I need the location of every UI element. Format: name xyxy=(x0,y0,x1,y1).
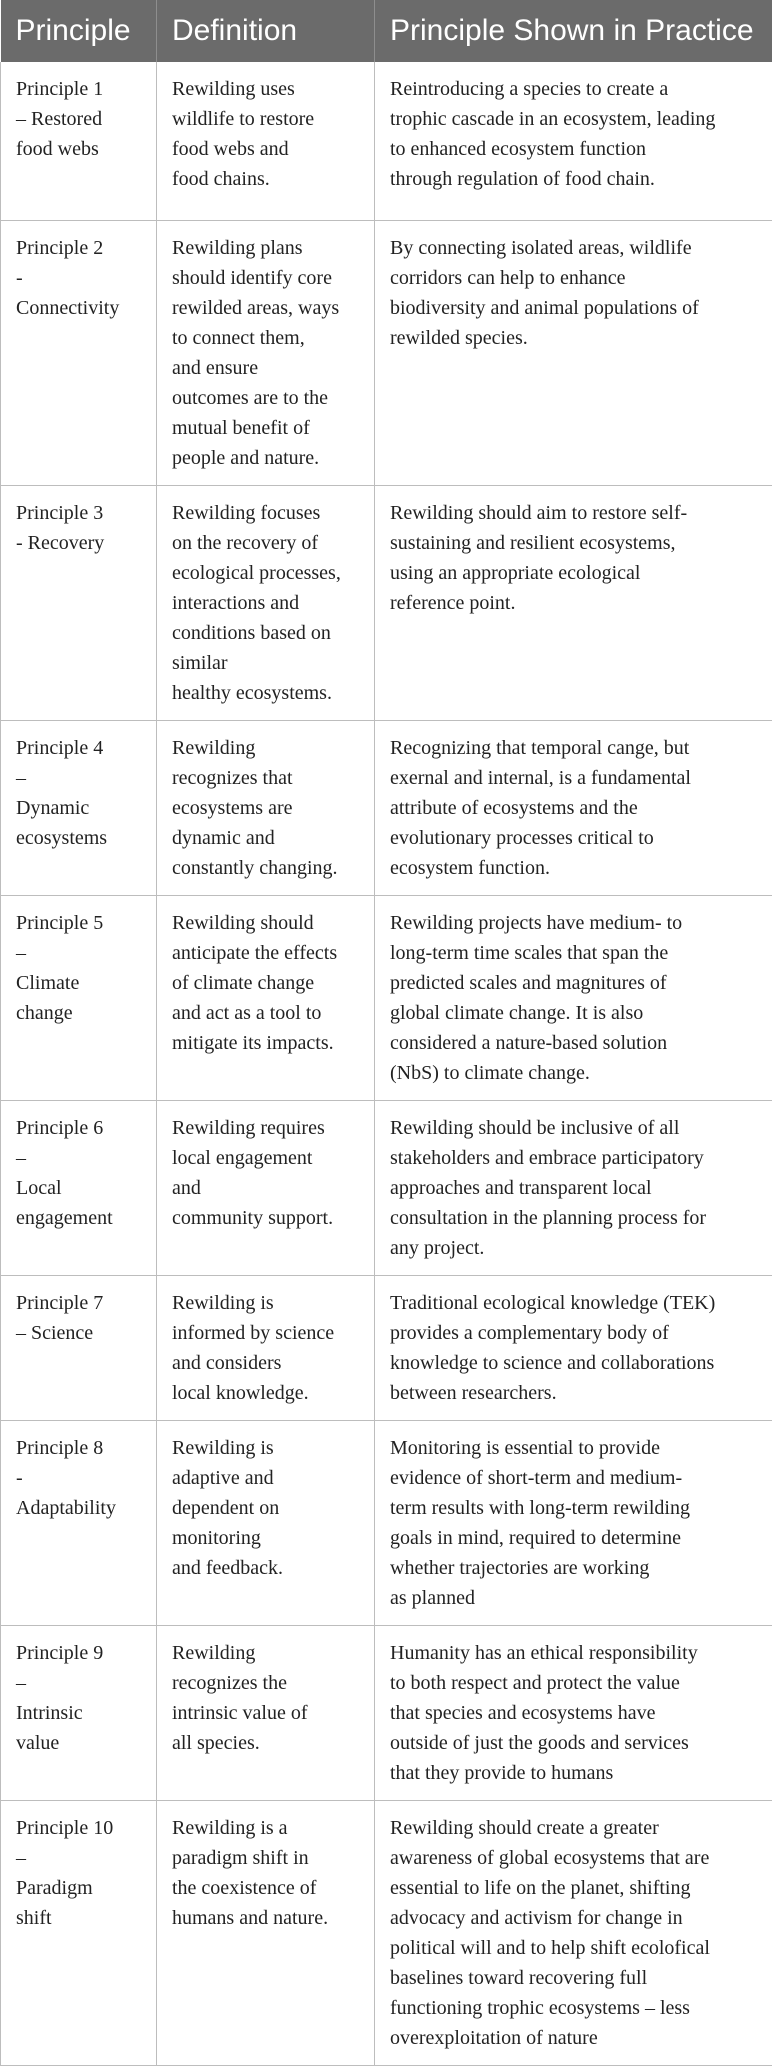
cell-principle: Principle 7 – Science xyxy=(1,1275,157,1420)
cell-definition: Rewilding requires local engagement and community support. xyxy=(157,1100,375,1275)
cell-definition: Rewilding uses wildlife to restore food webs and food chains. xyxy=(157,62,375,220)
cell-definition: Rewilding plans should identify core rewilded areas, ways to connect them, and ensure outcomes are to the mutual benefit of people and nature. xyxy=(157,220,375,485)
cell-principle: Principle 3 - Recovery xyxy=(1,485,157,720)
cell-principle: Principle 5 – Climate change xyxy=(1,895,157,1100)
cell-principle: Principle 6 – Local engagement xyxy=(1,1100,157,1275)
cell-definition: Rewilding is informed by science and considers local knowledge. xyxy=(157,1275,375,1420)
cell-principle: Principle 4 – Dynamic ecosystems xyxy=(1,720,157,895)
table-row xyxy=(1,1100,772,1275)
cell-definition: Rewilding recognizes that ecosystems are dynamic and constantly changing. xyxy=(157,720,375,895)
header-definition: Definition xyxy=(157,0,375,62)
header-row xyxy=(1,0,772,62)
cell-principle: Principle 9 – Intrinsic value xyxy=(1,1625,157,1800)
cell-definition: Rewilding focuses on the recovery of ecological processes, interactions and conditions based on similar healthy ecosystems. xyxy=(157,485,375,720)
cell-practice: Rewilding should aim to restore self- sustaining and resilient ecosystems, using an appropriate ecological reference point. xyxy=(375,485,772,720)
cell-practice: Rewilding should create a greater awareness of global ecosystems that are essential to life on the planet, shifting advocacy and activism for change in political will and to help shift ecolofical baselines toward recovering full functioning trophic ecosystems – less overexploitation of nature xyxy=(375,1800,772,2065)
cell-definition: Rewilding is adaptive and dependent on monitoring and feedback. xyxy=(157,1420,375,1625)
table-row xyxy=(1,1800,772,2065)
cell-practice: Recognizing that temporal cange, but exernal and internal, is a fundamental attribute of ecosystems and the evolutionary processes critical to ecosystem function. xyxy=(375,720,772,895)
cell-practice: Rewilding projects have medium- to long-term time scales that span the predicted scales and magnitures of global climate change. It is also considered a nature-based solution (NbS) to climate change. xyxy=(375,895,772,1100)
table-row xyxy=(1,895,772,1100)
cell-practice: Traditional ecological knowledge (TEK) provides a complementary body of knowledge to science and collaborations between researchers. xyxy=(375,1275,772,1420)
cell-definition: Rewilding should anticipate the effects of climate change and act as a tool to mitigate its impacts. xyxy=(157,895,375,1100)
table-row xyxy=(1,1420,772,1625)
table-header xyxy=(1,0,772,62)
table-row xyxy=(1,220,772,485)
cell-principle: Principle 8 - Adaptability xyxy=(1,1420,157,1625)
cell-practice: Humanity has an ethical responsibility to both respect and protect the value that species and ecosystems have outside of just the goods and services that they provide to humans xyxy=(375,1625,772,1800)
cell-principle: Principle 10 – Paradigm shift xyxy=(1,1800,157,2065)
header-principle: Principle xyxy=(1,0,157,62)
table-row xyxy=(1,720,772,895)
table-row xyxy=(1,62,772,220)
table-row xyxy=(1,1625,772,1800)
cell-definition: Rewilding is a paradigm shift in the coexistence of humans and nature. xyxy=(157,1800,375,2065)
header-practice: Principle Shown in Practice xyxy=(375,0,772,62)
cell-practice: Reintroducing a species to create a trophic cascade in an ecosystem, leading to enhanced ecosystem function through regulation of food chain. xyxy=(375,62,772,220)
table-body xyxy=(1,62,772,2065)
cell-practice: By connecting isolated areas, wildlife corridors can help to enhance biodiversity and animal populations of rewilded species. xyxy=(375,220,772,485)
table-row xyxy=(1,485,772,720)
cell-definition: Rewilding recognizes the intrinsic value of all species. xyxy=(157,1625,375,1800)
cell-principle: Principle 2 - Connectivity xyxy=(1,220,157,485)
cell-practice: Rewilding should be inclusive of all stakeholders and embrace participatory approaches and transparent local consultation in the planning process for any project. xyxy=(375,1100,772,1275)
cell-practice: Monitoring is essential to provide evidence of short-term and medium- term results with long-term rewilding goals in mind, required to determine whether trajectories are working as planned xyxy=(375,1420,772,1625)
cell-principle: Principle 1 – Restored food webs xyxy=(1,62,157,220)
table-row xyxy=(1,1275,772,1420)
